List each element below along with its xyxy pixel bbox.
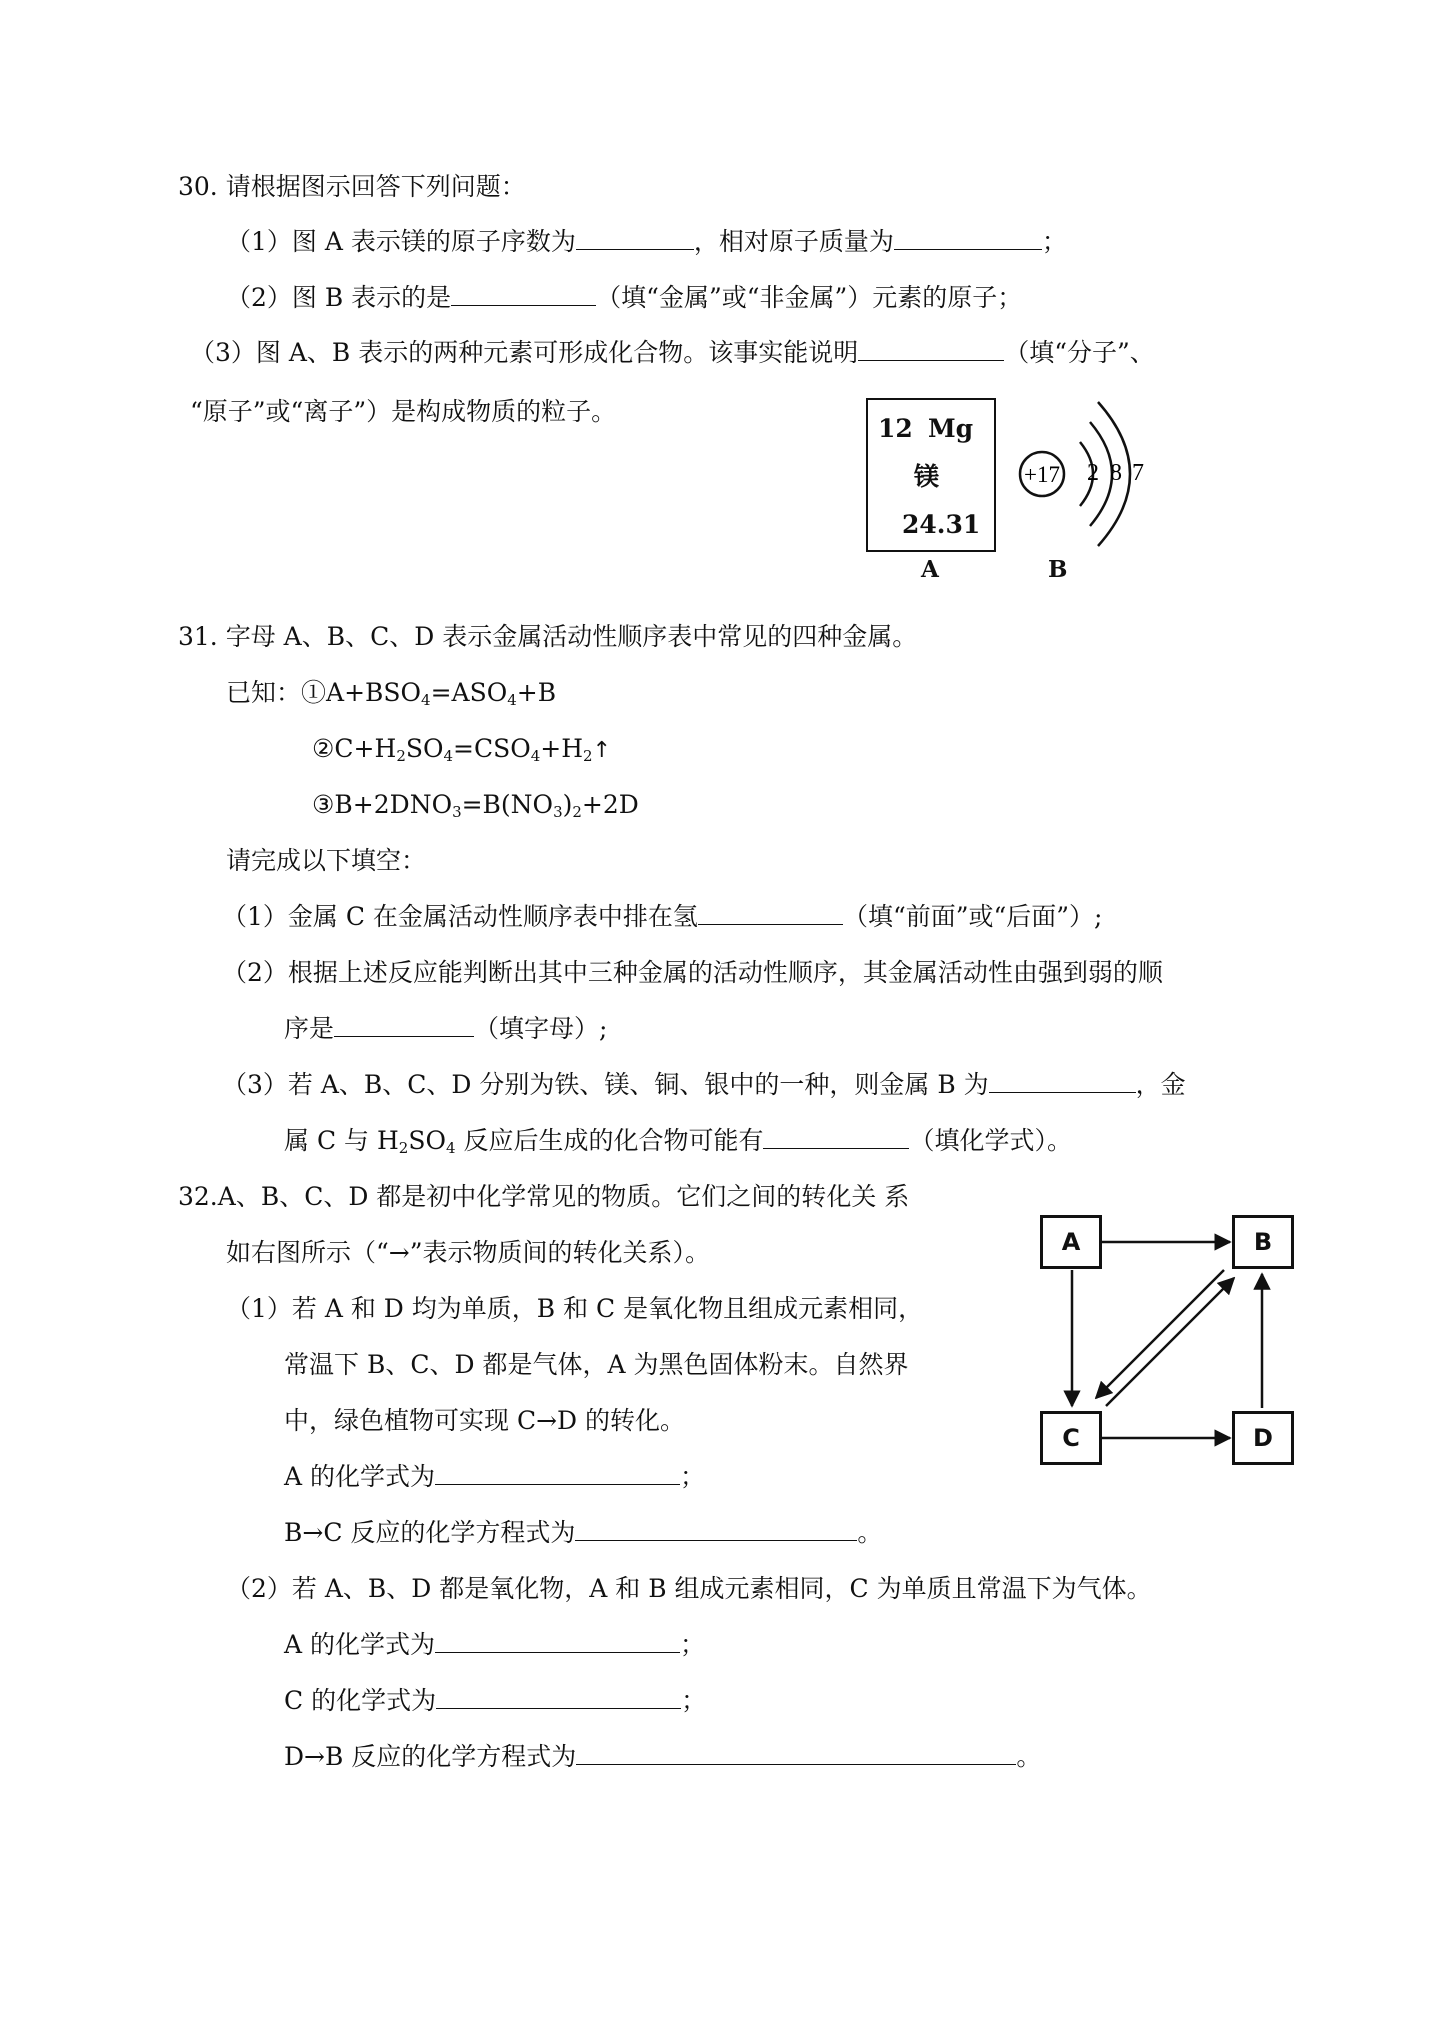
q32-p2-d-blank[interactable] [576,1740,1016,1765]
q31-p3-sub: 4 [445,1139,456,1157]
q32-p2-c-blank[interactable] [436,1684,681,1709]
q31-part3-cont [284,1124,1072,1158]
q32-stem-text2: 如右图所示（“→”表示物质间的转化关系）。 [226,1238,711,1267]
eq2-sub: 2 [396,747,406,765]
element-card-magnesium [866,398,996,552]
q32-p1-a [284,1460,705,1494]
eq3-sub: 3 [553,803,563,821]
q30-p1-text: （1）图 A 表示镁的原子序数为 [226,227,576,256]
node-d: D [1232,1411,1294,1465]
q30-p1-blank-atomic-number[interactable] [576,225,694,250]
q30-p2-text: （2）图 B 表示的是 [226,283,452,312]
node-c: C [1040,1411,1102,1465]
q31-number: 31. [178,622,218,651]
q31-eq2 [312,732,611,768]
q31-p3-sub: 2 [398,1139,409,1157]
eq3-part: +2D [581,790,639,819]
q30-p3-text: （3）图 A、B 表示的两种元素可形成化合物。该事实能说明 [190,338,859,367]
figure-label-a: A [921,556,939,583]
q32-p1-line3 [284,1404,685,1438]
q30-stem [178,170,526,204]
gas-up-arrow-icon: ↑ [592,738,612,763]
eq2-sub: 2 [583,747,593,765]
q32-p1-a-end: ； [680,1462,706,1491]
node-b: B [1232,1215,1294,1269]
q32-stem-cont [226,1236,710,1270]
node-a: A [1040,1215,1102,1269]
q30-p1-text2: ，相对原子质量为 [693,227,894,256]
q31-part2 [222,956,1163,990]
q32-p1-text1: （1）若 A 和 D 均为单质，B 和 C 是氧化物且组成元素相同， [226,1294,924,1323]
nucleus-charge: +17 [1024,462,1060,487]
q31-p2-text: （2）根据上述反应能判断出其中三种金属的活动性顺序，其金属活动性由强到弱的顺 [222,958,1163,987]
q30-part2 [226,281,1022,315]
q31-p3-text6: （填化学式）。 [909,1126,1072,1155]
eq1-mark: ① [301,678,327,707]
q31-p1-blank[interactable] [698,900,843,925]
q31-p3-text3: 属 C 与 H [284,1126,399,1155]
eq3-part: ) [562,790,573,819]
eq2-part: =CSO [453,734,531,763]
q31-fill-prompt-text: 请完成以下填空： [226,846,427,875]
eq3-part: =B(NO [461,790,554,819]
eq1-part: =ASO [430,678,508,707]
q30-part1 [226,225,1067,259]
q32-p1-b-text: B→C 反应的化学方程式为 [284,1518,576,1547]
eq3-mark: ③ [312,790,335,819]
q32-p1-line1 [226,1292,923,1326]
q31-part3 [222,1068,1186,1102]
q31-fill-prompt [226,844,426,878]
q31-stem [178,620,917,654]
q32-p1-line2 [284,1348,908,1382]
q32-p2-a [284,1628,705,1662]
q32-stem [178,1180,909,1214]
q32-p2-d-text: D→B 反应的化学方程式为 [284,1742,577,1771]
arrow-c-to-b [1106,1278,1234,1406]
eq3-sub: 2 [572,803,582,821]
q30-p1-end: ； [1041,227,1067,256]
chlorine-atom-diagram [1010,398,1170,568]
q31-p2-text2: 序是 [284,1014,335,1043]
q31-stem-text: 字母 A、B、C、D 表示金属活动性顺序表中常见的四种金属。 [225,622,918,651]
q30-p2-text2: （填“金属”或“非金属”）元素的原子； [596,283,1023,312]
q31-p3-text4: SO [408,1126,446,1155]
q32-p2-d-end: 。 [1016,1742,1042,1771]
q31-p1-text2: （填“前面”或“后面”）; [842,902,1103,931]
q32-p1-b-blank[interactable] [575,1516,857,1541]
q31-p3-text2: ，金 [1135,1070,1186,1099]
q32-p1-a-text: A 的化学式为 [284,1462,436,1491]
eq2-sub: 4 [443,747,454,765]
q30-stem-text: 请根据图示回答下列问题： [225,172,526,201]
eq1-part: A+BSO [326,678,422,707]
element-card-symbol: Mg [928,414,974,443]
q32-p2-a-end: ； [680,1630,706,1659]
eq2-part: C+H [334,734,397,763]
eq3-sub: 3 [452,803,462,821]
q32-p2-line1 [226,1572,1152,1606]
eq2-mark: ② [312,734,335,763]
q32-p2-text1: （2）若 A、B、D 都是氧化物，A 和 B 组成元素相同，C 为单质且常温下为气体。 [226,1574,1152,1603]
q31-p3-text: （3）若 A、B、C、D 分别为铁、镁、铜、银中的一种，则金属 B 为 [222,1070,989,1099]
q31-eq3 [312,788,639,822]
q30-part3-cont [190,395,616,429]
q32-p2-c [284,1684,706,1718]
eq1-part: +B [516,678,557,707]
q31-part1 [222,900,1102,934]
q32-p1-b-end: 。 [857,1518,883,1547]
q30-part3 [190,336,1155,370]
q30-number: 30. [178,172,218,201]
element-card-mass: 24.31 [902,510,981,539]
q30-p3-blank[interactable] [858,336,1004,361]
eq2-part: SO [405,734,444,763]
q30-p3-text2: （填“分子”、 [1004,338,1155,367]
q32-p2-a-blank[interactable] [435,1628,680,1653]
q32-p1-text3: 中，绿色植物可实现 C→D 的转化。 [284,1406,686,1435]
q31-p2-blank[interactable] [334,1012,474,1037]
shell-electrons-1: 2 [1087,460,1099,486]
q31-p3-text5: 反应后生成的化合物可能有 [455,1126,764,1155]
eq2-sub: 4 [530,747,541,765]
eq2-part: +H [540,734,584,763]
q30-p1-blank-atomic-mass[interactable] [894,225,1042,250]
element-card-number: 12 [878,414,913,443]
q32-p2-c-text: C 的化学式为 [284,1686,437,1715]
q32-p1-b [284,1516,882,1550]
q32-p2-a-text: A 的化学式为 [284,1630,436,1659]
q31-part2-cont [284,1012,607,1046]
q32-p1-text2: 常温下 B、C、D 都是气体，A 为黑色固体粉末。自然界 [284,1350,909,1379]
q31-p1-text: （1）金属 C 在金属活动性顺序表中排在氢 [222,902,698,931]
shell-electrons-2: 8 [1110,460,1122,486]
q31-p3-blank-metal-b[interactable] [989,1068,1136,1093]
q31-p3-blank-compound[interactable] [763,1124,909,1149]
arrow-b-to-c [1096,1270,1224,1398]
q31-p2-text3: （填字母）; [474,1014,608,1043]
q30-p3-text3: “原子”或“离子”）是构成物质的粒子。 [190,397,617,426]
q32-number: 32. [178,1182,218,1211]
shell-electrons-3: 7 [1132,460,1144,486]
q32-p2-c-end: ； [681,1686,707,1715]
element-card-name: 镁 [914,462,940,491]
q31-eq1 [226,676,556,710]
q32-stem-text: A、B、C、D 都是初中化学常见的物质。它们之间的转化关 系 [217,1182,910,1211]
q31-known-label: 已知： [226,678,302,707]
q32-p1-a-blank[interactable] [435,1460,680,1485]
eq1-sub: 4 [421,691,431,709]
eq1-sub: 4 [507,691,517,709]
figure-label-b: B [1048,556,1068,583]
q30-p2-blank[interactable] [451,281,596,306]
eq3-part: B+2DNO [334,790,453,819]
q32-p2-d [284,1740,1041,1774]
